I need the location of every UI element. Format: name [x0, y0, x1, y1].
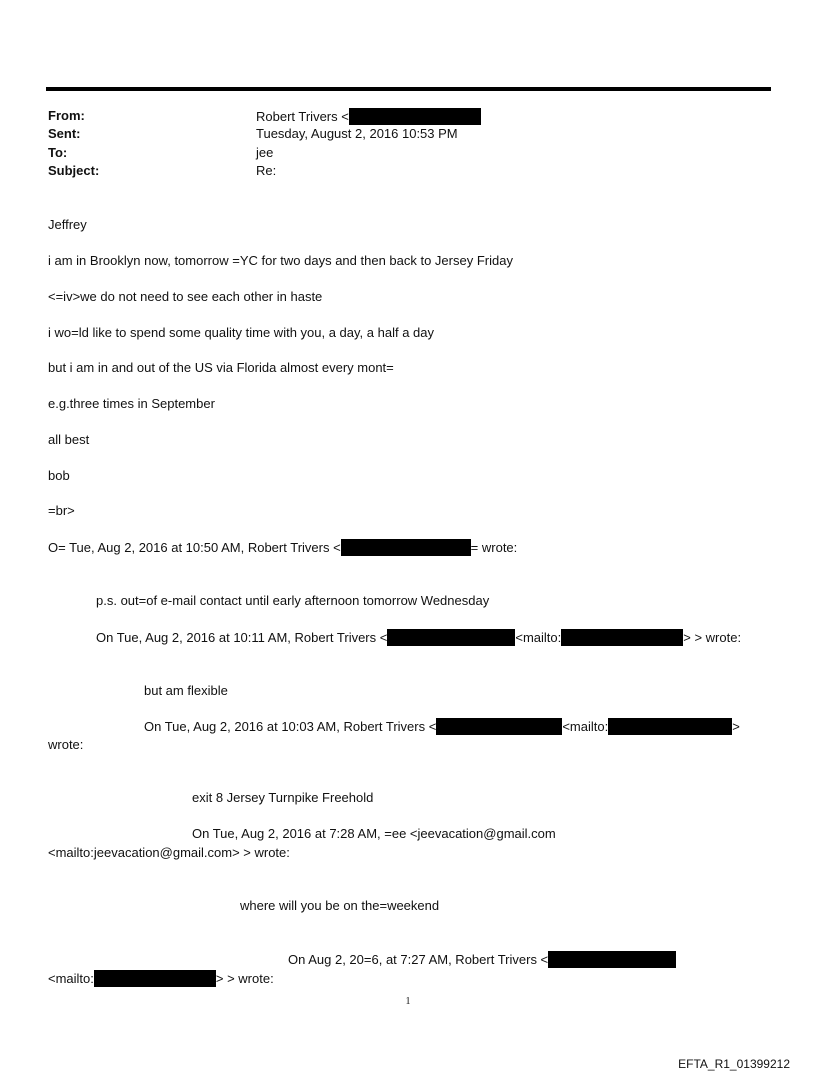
sent-value: Tuesday, August 2, 2016 10:53 PM	[256, 126, 458, 141]
attribution-wrap: wrote:	[48, 737, 84, 752]
from-value	[256, 108, 481, 125]
subject-value: Re:	[256, 163, 277, 178]
document-id: EFTA_R1_01399212	[678, 1057, 790, 1071]
body-line: i am in Brooklyn now, tomorrow =YC for two days and then back to Jersey Friday	[48, 253, 513, 268]
quote-attribution	[144, 718, 740, 735]
body-line: e.g.three times in September	[48, 396, 215, 411]
attribution-text: > > wrote:	[215, 971, 274, 986]
body-line: bob	[48, 468, 70, 483]
header-divider-rule	[46, 87, 771, 91]
redaction-bar	[341, 539, 471, 556]
redaction-bar	[436, 718, 562, 735]
quote-text: exit 8 Jersey Turnpike Freehold	[192, 790, 374, 805]
quote-attribution	[96, 629, 741, 646]
body-line: i wo=ld like to spend some quality time with you, a day, a half a day	[48, 325, 434, 340]
redaction-bar	[548, 951, 676, 968]
quote-attribution	[288, 951, 676, 968]
attribution-text: = wrote:	[470, 540, 518, 555]
attribution-text: O= Tue, Aug 2, 2016 at 10:50 AM, Robert Trivers <	[48, 540, 341, 555]
attribution-wrap	[48, 970, 274, 987]
redaction-bar	[387, 629, 515, 646]
redaction-bar	[608, 718, 732, 735]
body-line: Jeffrey	[48, 217, 87, 232]
to-value: jee	[256, 145, 274, 160]
redaction-bar	[94, 970, 216, 987]
redaction-bar	[349, 108, 481, 125]
from-sender-text: Robert Trivers <	[256, 109, 349, 124]
attribution-text: On Aug 2, 20=6, at 7:27 AM, Robert Trivers <	[288, 952, 549, 967]
body-line: <=iv>we do not need to see each other in haste	[48, 289, 323, 304]
quote-attribution	[48, 539, 517, 556]
sent-label: Sent:	[48, 126, 81, 141]
attribution-text: <mailto:	[515, 630, 562, 645]
quote-text: but am flexible	[144, 683, 228, 698]
attribution-wrap: <mailto:jeevacation@gmail.com> > wrote:	[48, 845, 290, 860]
attribution-text: <mailto:	[562, 719, 609, 734]
attribution-text: <mailto:	[48, 971, 94, 986]
body-line: all best	[48, 432, 90, 447]
attribution-text: >	[732, 719, 740, 734]
page-number: 1	[405, 996, 411, 1007]
subject-label: Subject:	[48, 163, 100, 178]
attribution-text: > > wrote:	[683, 630, 742, 645]
redaction-bar	[561, 629, 683, 646]
body-line: but i am in and out of the US via Florida almost every mont=	[48, 360, 394, 375]
quote-text: p.s. out=of e-mail contact until early afternoon tomorrow Wednesday	[96, 593, 490, 608]
to-label: To:	[48, 145, 68, 160]
attribution-text: On Tue, Aug 2, 2016 at 10:11 AM, Robert Trivers <	[96, 630, 388, 645]
body-line: =br>	[48, 503, 75, 518]
attribution-text: On Tue, Aug 2, 2016 at 10:03 AM, Robert Trivers <	[144, 719, 437, 734]
quote-text: where will you be on the=weekend	[240, 898, 440, 913]
from-label: From:	[48, 108, 85, 123]
quote-attribution: On Tue, Aug 2, 2016 at 7:28 AM, =ee <jeevacation@gmail.com	[192, 826, 556, 841]
